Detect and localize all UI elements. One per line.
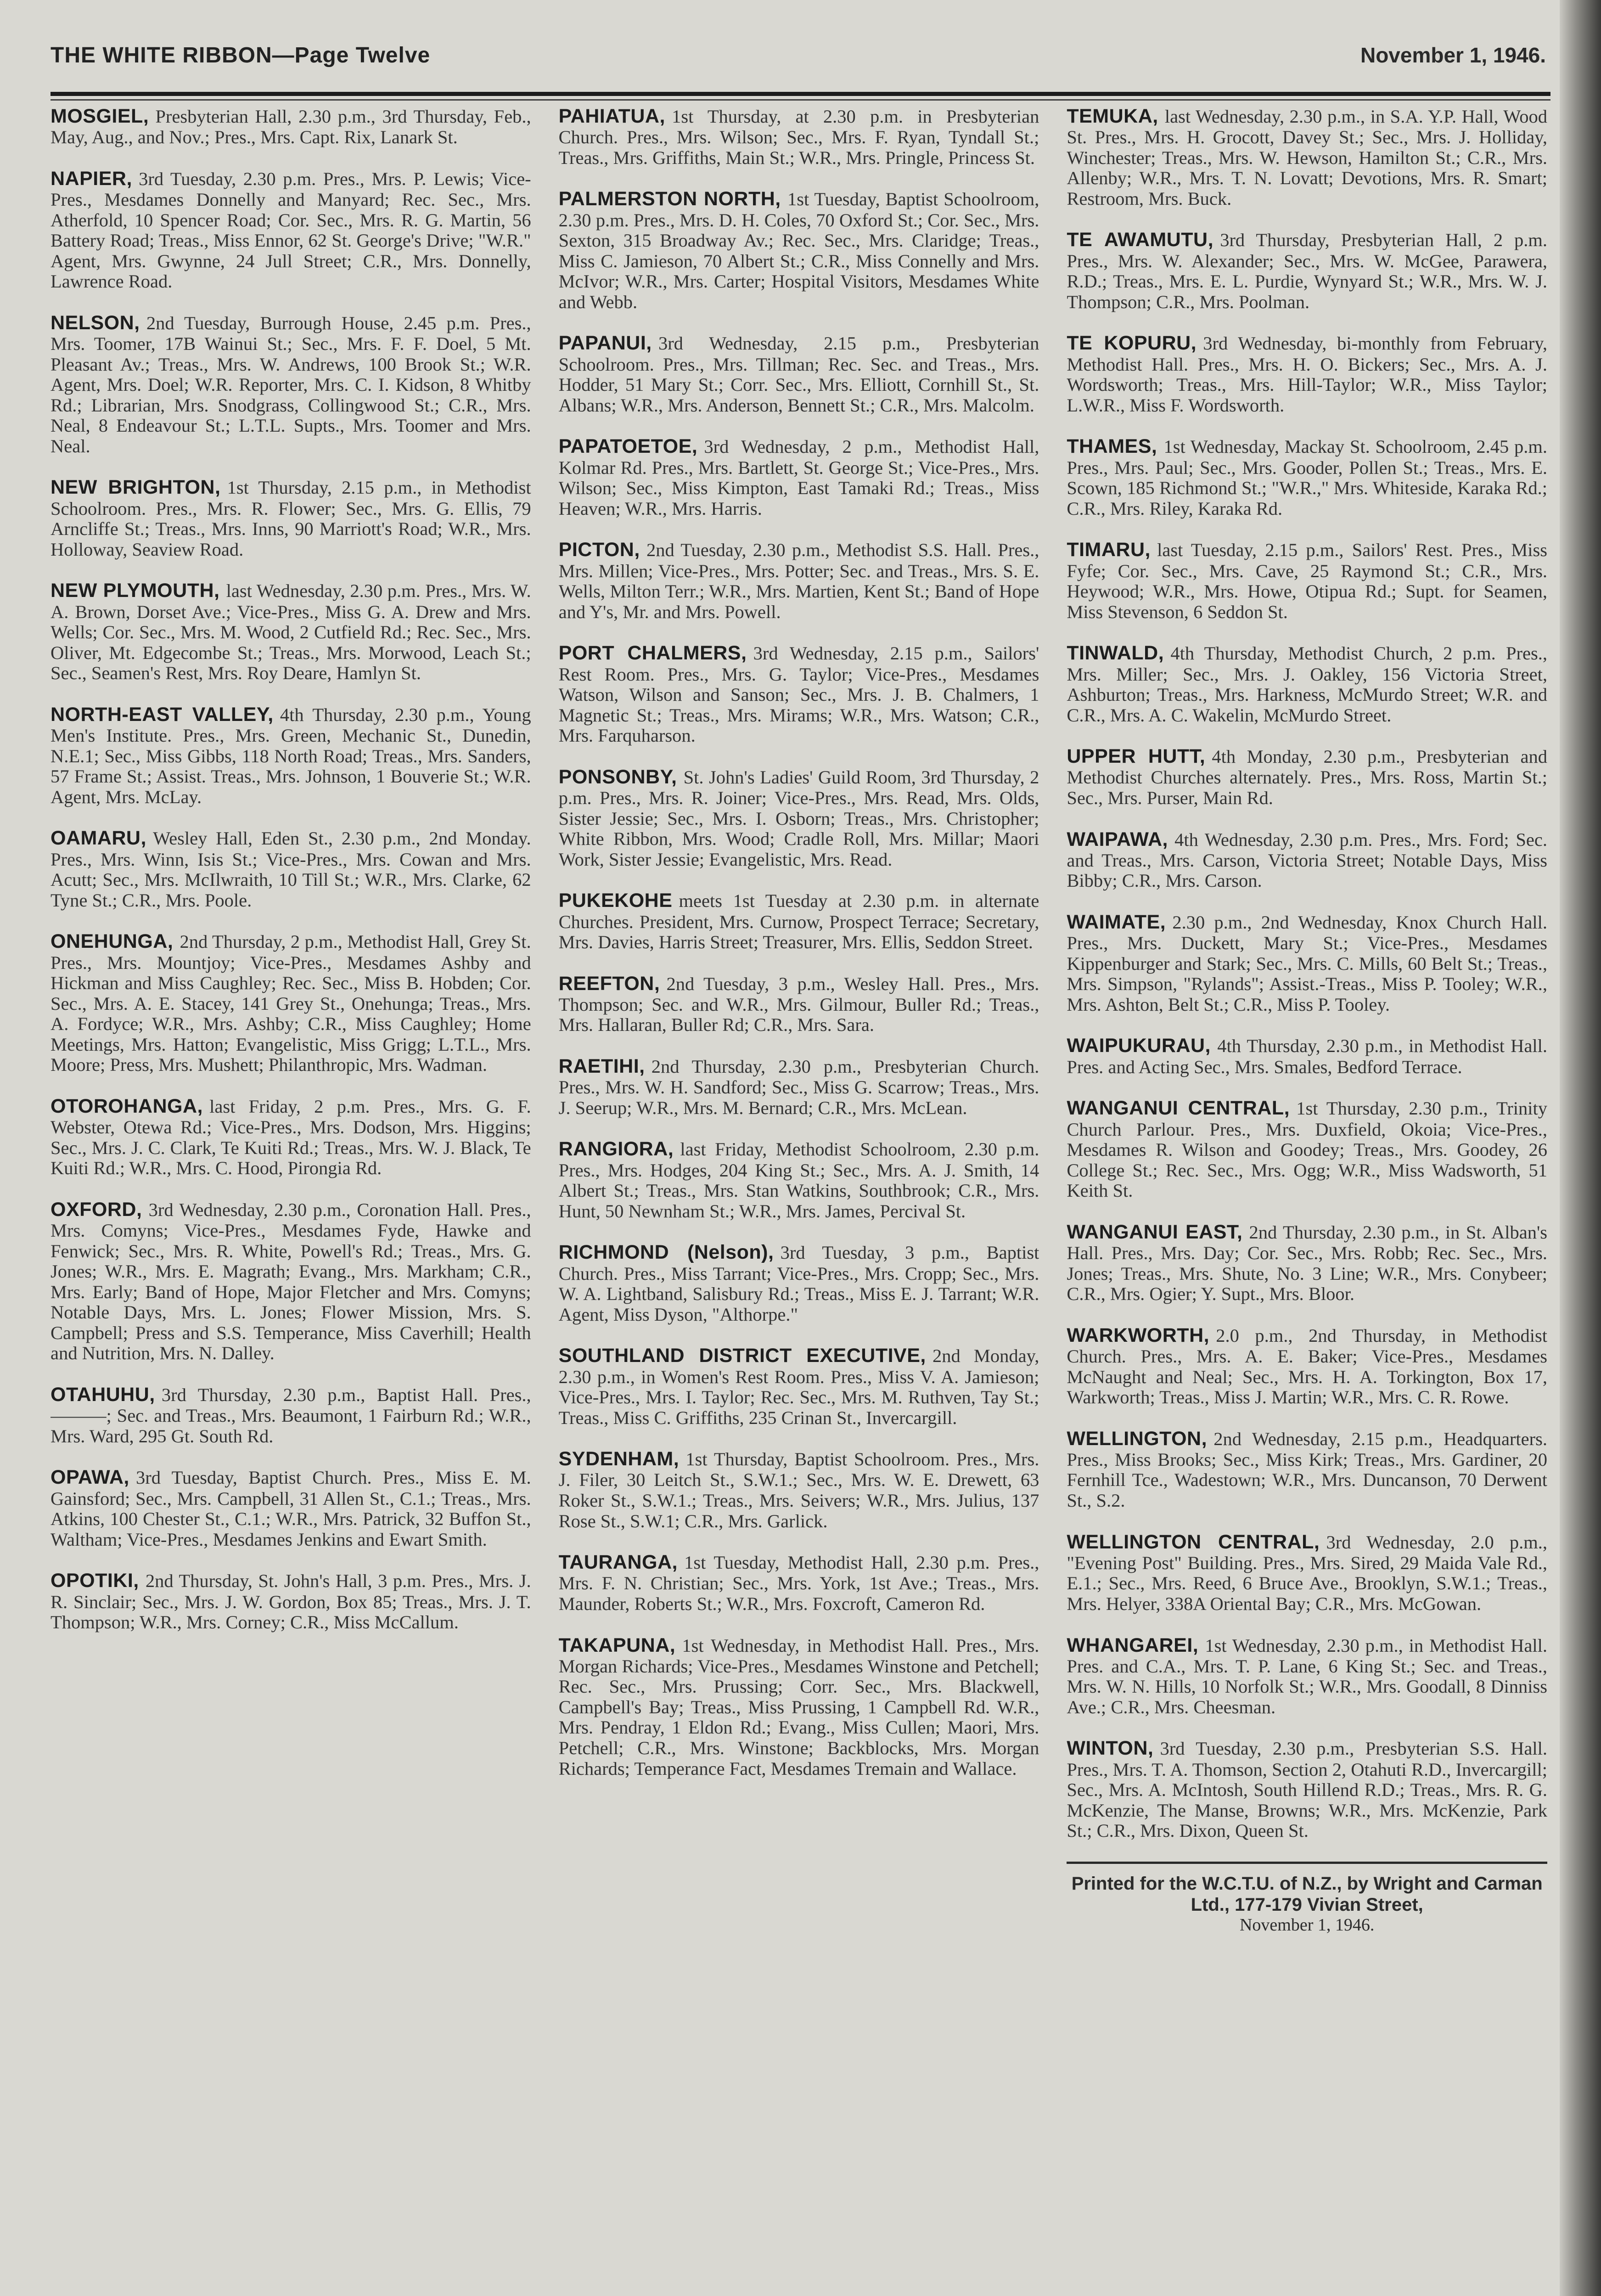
branch-details: 2.30 p.m., 2nd Wednesday, Knox Church Hall. Pres., Mrs. Duckett, Mary St.; Vice-Pres., Mesdames Kippenburger and Stark; Sec., Mrs. C. Mills, 60 Belt St.; Treas., Mrs. Simpson, "Rylands"; Assist.-Treas., Miss P. Tooley; W.R., Mrs. Ashton, Belt St.; C.R., Miss P. Tooley. [1067, 912, 1548, 1015]
branch-name: PALMERSTON NORTH, [558, 188, 781, 210]
printer-imprint [1067, 1862, 1547, 1936]
branch-entry [559, 1138, 1039, 1221]
branch-name: RAETIHI, [558, 1055, 645, 1077]
branch-name: NEW BRIGHTON, [51, 476, 221, 499]
branch-entry [559, 1345, 1039, 1428]
branch-details: last Wednesday, 2.30 p.m. Pres., Mrs. W. A. Brown, Dorset Ave.; Vice-Pres., Miss G. A. Drew and Mrs. Wells; Cor. Sec., Mrs. M. Wood, 2 Cutfield Rd.; Rec. Sec., Mrs. Oliver, Mt. Edgecombe St.; Treas., Mrs. Morwood, Leach St.; Sec., Seamen's Rest, Mrs. Roy Deare, Hamlyn St. [51, 580, 531, 684]
branch-details: 2nd Thursday, 2.30 p.m., in St. Alban's Hall. Pres., Mrs. Day; Cor. Sec., Mrs. Robb; Rec. Sec., Mrs. Jones; Treas., Mrs. Shute, No. 3 Line; W.R., Mrs. Conybeer; C.R., Mrs. Ogier; Y. Supt., Mrs. Bloor. [1067, 1221, 1548, 1305]
branch-details: 3rd Tuesday, 2.30 p.m., Presbyterian S.S. Hall. Pres., Mrs. T. A. Thomson, Section 2, Otahuti R.D., Invercargill; Sec., Mrs. A. McIntosh, South Hillend R.D.; Treas., Mrs. R. G. McKenzie, The Manse, Browns; W.R., Mrs. McKenzie, Park St.; C.R., Mrs. Dixon, Queen St. [1067, 1738, 1548, 1841]
branch-entry [1067, 1428, 1547, 1511]
branch-entry [51, 1384, 531, 1446]
page-header-date: November 1, 1946. [1360, 43, 1546, 67]
branch-details: 2nd Tuesday, 2.30 p.m., Methodist S.S. Hall. Pres., Mrs. Millen; Vice-Pres., Mrs. Potter; Sec. and Treas., Mrs. S. E. Wells, Milton Terr.; W.R., Mrs. Martien, Kent St.; Band of Hope and Y's, Mr. and Mrs. Powell. [558, 540, 1039, 622]
branch-details: 4th Wednesday, 2.30 p.m. Pres., Mrs. Ford; Sec. and Treas., Mrs. Carson, Victoria Street; Notable Days, Miss Bibby; C.R., Mrs. Carson. [1067, 829, 1548, 891]
branch-name: UPPER HUTT, [1067, 745, 1206, 768]
branch-name: TE KOPURU, [1067, 332, 1197, 355]
column-2 [559, 106, 1039, 2296]
imprint-date: November 1, 1946. [1239, 1915, 1375, 1935]
branch-name: PUKEKOHE [558, 889, 673, 912]
branch-entry [1067, 829, 1547, 891]
branch-entry [559, 188, 1039, 312]
branch-entry [559, 642, 1039, 746]
branch-entry [1067, 1035, 1547, 1077]
branch-details: meets 1st Tuesday at 2.30 p.m. in alternate Churches. President, Mrs. Curnow, Prospect Terrace; Secretary, Mrs. Davies, Harris Street; Treasurer, Mrs. Ellis, Seddon Street. [558, 890, 1039, 953]
branch-name: TAKAPUNA, [558, 1634, 676, 1656]
branch-entry [1067, 1221, 1547, 1305]
branch-entry [1067, 229, 1547, 312]
branch-name: SOUTHLAND DISTRICT EXECUTIVE, [558, 1345, 926, 1367]
branch-details: last Friday, 2 p.m. Pres., Mrs. G. F. Webster, Otewa Rd.; Vice-Pres., Mrs. Dodson, Mrs. Higgins; Sec., Mrs. J. C. Clark, Te Kuiti Rd.; Treas., Mrs. W. J. Black, Te Kuiti Rd.; W.R., Mrs. C. Hood, Pirongia Rd. [51, 1096, 531, 1179]
branch-entry [1067, 539, 1547, 622]
branch-details: 3rd Tuesday, 2.30 p.m. Pres., Mrs. P. Lewis; Vice-Pres., Mesdames Donnelly and Manyard; Rec. Sec., Mrs. Atherfold, 10 Spencer Road; Cor. Sec., Mrs. R. G. Martin, 56 Battery Road; Treas., Miss Ennor, 62 St. George's Drive; "W.R." Agent, Mrs. Gwynne, 24 Jull Street; C.R., Mrs. Donnelly, Lawrence Road. [51, 168, 531, 292]
branch-name: TE AWAMUTU, [1067, 229, 1214, 251]
branch-entry [1067, 436, 1547, 519]
branch-name: OPOTIKI, [51, 1570, 139, 1592]
branch-name: TAURANGA, [558, 1551, 678, 1574]
branch-name: SYDENHAM, [558, 1448, 680, 1470]
branch-details: 1st Thursday, at 2.30 p.m. in Presbyterian Church. Pres., Mrs. Wilson; Sec., Mrs. F. Ryan, Tyndall St.; Treas., Mrs. Griffiths, Main St.; W.R., Mrs. Pringle, Princess St. [558, 106, 1039, 168]
branch-name: TINWALD, [1067, 642, 1164, 664]
branch-name: OXFORD, [51, 1198, 142, 1221]
branch-entry [1067, 642, 1547, 726]
branch-details: 1st Tuesday, Baptist Schoolroom, 2.30 p.m. Pres., Mrs. D. H. Coles, 70 Oxford St.; Cor. Sec., Mrs. Sexton, 315 Broadway Av.; Rec. Sec., Mrs. Claridge; Treas., Miss C. Jamieson, 70 Albert St.; C.R., Miss Connelly and Mrs. McIvor; W.R., Mrs. Carter; Hospital Visitors, Mesdames White and Webb. [558, 189, 1039, 312]
branch-details: 3rd Thursday, Presbyterian Hall, 2 p.m. Pres., Mrs. W. Alexander; Sec., Mrs. W. McGee, Parawera, R.D.; Treas., Mrs. E. L. Purdie, Wynyard St.; W.R., Mrs. W. J. Thompson; C.R., Mrs. Poolman. [1067, 230, 1548, 312]
branch-name: TIMARU, [1067, 539, 1151, 561]
branch-details: 2nd Thursday, 2.30 p.m., Presbyterian Church. Pres., Mrs. W. H. Sandford; Sec., Miss G. Scarrow; Treas., Mrs. J. Seerup; W.R., Mrs. M. Bernard; C.R., Mrs. McLean. [558, 1056, 1039, 1118]
branch-name: MOSGIEL, [51, 106, 149, 127]
branch-name: WANGANUI EAST, [1067, 1221, 1243, 1243]
branch-details: 2nd Thursday, St. John's Hall, 3 p.m. Pres., Mrs. J. R. Sinclair; Sec., Mrs. J. W. Gordon, Box 85; Treas., Mrs. J. T. Thompson; W.R., Mrs. Corney; C.R., Miss McCallum. [51, 1570, 531, 1633]
branch-entry [1067, 1738, 1547, 1841]
page-header-title: THE WHITE RIBBON—Page Twelve [51, 43, 431, 68]
branch-entry [559, 890, 1039, 952]
branch-details: 1st Thursday, 2.30 p.m., Trinity Church Parlour. Pres., Mrs. Duxfield, Okoia; Vice-Pres., Mesdames R. Wilson and Goodey; Treas., Mrs. Goodey, 26 College St.; Rec. Sec., Mrs. Ogg; W.R., Miss Wadsworth, 51 Keith St. [1067, 1098, 1548, 1201]
branch-details: 4th Thursday, 2.30 p.m., Young Men's Institute. Pres., Mrs. Green, Mechanic St., Dunedin, N.E.1; Sec., Miss Gibbs, 118 North Road; Treas., Mrs. Sanders, 57 Frame St.; Assist. Treas., Mrs. Johnson, 1 Bouverie St.; W.R. Agent, Mrs. McLay. [51, 704, 531, 807]
branch-name: ONEHUNGA, [51, 930, 174, 953]
branch-entry [1067, 1531, 1547, 1615]
branch-entry [51, 106, 531, 148]
branch-entry [559, 766, 1039, 870]
branch-entry [51, 704, 531, 807]
branch-name: PAHIATUA, [558, 106, 665, 127]
branch-entry [51, 1467, 531, 1550]
branch-name: WANGANUI CENTRAL, [1067, 1097, 1290, 1120]
branch-name: PAPANUI, [558, 332, 652, 355]
header-rule-thick [51, 92, 1550, 96]
branch-name: WINTON, [1067, 1737, 1154, 1760]
branch-name: NAPIER, [51, 167, 132, 190]
branch-name: WARKWORTH, [1067, 1324, 1210, 1346]
branch-entry [559, 973, 1039, 1035]
branch-name: NELSON, [51, 311, 140, 334]
branch-entry [559, 539, 1039, 622]
branch-details: 3rd Wednesday, 2.0 p.m., "Evening Post" Building. Pres., Mrs. Sired, 29 Maida Vale Rd., E.1.; Sec., Mrs. Reed, 6 Bruce Ave., Brooklyn, S.W.1.; Treas., Mrs. Helyer, 338A Oriental Bay; C.R., Mrs. McGowan. [1067, 1531, 1548, 1614]
branch-entry [51, 580, 531, 683]
branch-entry [559, 436, 1039, 519]
header-rule-thin [51, 99, 1550, 101]
branch-name: RANGIORA, [558, 1138, 674, 1160]
branch-name: NORTH-EAST VALLEY, [51, 703, 274, 726]
branch-details: Presbyterian Hall, 2.30 p.m., 3rd Thursday, Feb., May, Aug., and Nov.; Pres., Mrs. Capt. Rix, Lanark St. [51, 106, 531, 148]
branch-name: NEW PLYMOUTH, [51, 580, 220, 602]
branch-details: 3rd Wednesday, 2 p.m., Methodist Hall, Kolmar Rd. Pres., Mrs. Bartlett, St. George St.; Vice-Pres., Mrs. Wilson; Sec., Miss Kimpton, East Tamaki Rd.; Treas., Miss Heaven; W.R., Mrs. Harris. [558, 436, 1039, 519]
branch-name: OAMARU, [51, 827, 146, 850]
branch-details: St. John's Ladies' Guild Room, 3rd Thursday, 2 p.m. Pres., Mrs. R. Joiner; Vice-Pres., Mrs. Read, Mrs. Olds, Sister Jessie; Sec., Mrs. I. Osborn; Treas., Mrs. Christopher; White Ribbon, Mrs. Wood; Cradle Roll, Mrs. Millar; Maori Work, Sister Jessie; Evangelistic, Mrs. Read. [558, 766, 1039, 870]
branch-details: 4th Monday, 2.30 p.m., Presbyterian and Methodist Churches alternately. Pres., Mrs. Ross, Martin St.; Sec., Mrs. Purser, Main Rd. [1067, 746, 1548, 809]
branch-name: OPAWA, [51, 1466, 129, 1489]
branch-details: 3rd Wednesday, 2.15 p.m., Presbyterian Schoolroom. Pres., Mrs. Tillman; Rec. Sec. and Treas., Mrs. Hodder, 51 Mary St.; Corr. Sec., Mrs. Elliott, Cornhill St., St. Albans; W.R., Mrs. Anderson, Bennett St.; C.R., Mrs. Malcolm. [558, 333, 1039, 416]
branch-details: 1st Wednesday, 2.30 p.m., in Methodist Hall. Pres. and C.A., Mrs. T. P. Lane, 6 King St.; Sec. and Treas., Mrs. W. N. Hills, 10 Norfolk St.; W.R., Mrs. Goodall, 8 Dinniss Ave.; C.R., Mrs. Cheesman. [1067, 1635, 1548, 1717]
branch-name: WAIPUKURAU, [1067, 1035, 1211, 1057]
branch-entry [51, 1570, 531, 1632]
branch-entry [559, 106, 1039, 168]
branch-name: OTAHUHU, [51, 1383, 155, 1406]
branch-entry [1067, 1097, 1547, 1201]
branch-entry [559, 1448, 1039, 1531]
branch-name: PAPATOETOE, [558, 435, 698, 458]
branch-entry [559, 332, 1039, 416]
branch-name: WELLINGTON CENTRAL, [1067, 1531, 1320, 1553]
branch-entry [1067, 746, 1547, 808]
branch-name: PONSONBY, [558, 765, 677, 788]
branch-details: 2nd Wednesday, 2.15 p.m., Headquarters. Pres., Miss Brooks; Sec., Miss Kirk; Treas., Mrs. Gardiner, 20 Fernhill Tce., Wadestown; W.R., Mrs. Duncanson, 70 Derwent St., S.2. [1067, 1428, 1548, 1511]
branch-details: last Tuesday, 2.15 p.m., Sailors' Rest. Pres., Miss Fyfe; Cor. Sec., Mrs. Cave, 25 Raymond St.; C.R., Mrs. Heywood; W.R., Mrs. Howe, Otipua Rd.; Supt. for Seamen, Miss Stevenson, 6 Seddon St. [1067, 540, 1548, 622]
branch-details: 3rd Thursday, 2.30 p.m., Baptist Hall. Pres., ———; Sec. and Treas., Mrs. Beaumont, 1 Fairburn Rd.; W.R., Mrs. Ward, 295 Gt. South Rd. [51, 1384, 531, 1446]
branch-entry [559, 1242, 1039, 1325]
branch-details: 4th Thursday, 2.30 p.m., in Methodist Hall. Pres. and Acting Sec., Mrs. Smales, Bedford Terrace. [1067, 1035, 1548, 1077]
branch-details: 1st Thursday, 2.15 p.m., in Methodist Schoolroom. Pres., Mrs. R. Flower; Sec., Mrs. G. Ellis, 79 Arncliffe St.; Treas., Mrs. Inns, 90 Marriott's Road; W.R., Mrs. Holloway, Seaview Road. [51, 477, 531, 560]
branch-entry [51, 477, 531, 560]
branch-entry [51, 168, 531, 292]
branch-details: 1st Wednesday, Mackay St. Schoolroom, 2.45 p.m. Pres., Mrs. Paul; Sec., Mrs. Gooder, Pollen St.; Treas., Mrs. E. Scown, 185 Richmond St.; "W.R.," Mrs. Whiteside, Karaka Rd.; C.R., Mrs. Riley, Karaka Rd. [1067, 436, 1548, 519]
branch-entry [51, 312, 531, 457]
branch-details: last Wednesday, 2.30 p.m., in S.A. Y.P. Hall, Wood St. Pres., Mrs. H. Grocott, Davey St.; Sec., Mrs. J. Holliday, Winchester; Treas., Mrs. W. Hewson, Hamilton St.; C.R., Mrs. Allenby; W.R., Mrs. T. N. Lovatt; Devotions, Mrs. R. Smart; Restroom, Mrs. Buck. [1067, 106, 1548, 209]
imprint-text: Printed for the W.C.T.U. of N.Z., by Wright and Carman Ltd., 177-179 Vivian Street, [1071, 1873, 1543, 1915]
branch-name: PORT CHALMERS, [558, 642, 747, 664]
branch-name: WELLINGTON, [1067, 1427, 1208, 1450]
branch-entry [51, 931, 531, 1075]
branch-details: 2nd Thursday, 2 p.m., Methodist Hall, Grey St. Pres., Mrs. Mountjoy; Vice-Pres., Mesdames Ashby and Hickman and Miss Caughley; Rec. Sec., Miss B. Hobden; Cor. Sec., Mrs. A. E. Stacey, 141 Grey St., Onehunga; Treas., Mrs. A. Fordyce; W.R., Mrs. Ashby; C.R., Miss Caughley; Home Meetings, Mrs. Hatton; Evangelistic, Miss Grigg; L.T.L., Mrs. Moore; Press, Mrs. Mushett; Philanthropic, Mrs. Wadman. [51, 931, 531, 1075]
branch-details: 3rd Wednesday, 2.30 p.m., Coronation Hall. Pres., Mrs. Comyns; Vice-Pres., Mesdames Fyde, Hawke and Fenwick; Sec., Mrs. R. White, Powell's Rd.; Treas., Mrs. G. Jones; W.R., Mrs. E. Magrath; Evang., Mrs. Markham; C.R., Mrs. Early; Band of Hope, Major Fletcher and Mrs. Comyns; Notable Days, Mrs. L. Jones; Flower Mission, Mrs. S. Campbell; Press and S.S. Temperance, Miss Caverhill; Health and Nutrition, Mrs. N. Dalley. [51, 1199, 531, 1364]
branch-name: REEFTON, [558, 972, 660, 995]
branch-details: last Friday, Methodist Schoolroom, 2.30 p.m. Pres., Mrs. Hodges, 204 King St.; Sec., Mrs. A. J. Smith, 14 Albert St.; Treas., Mrs. Stan Watkins, Southbrook; C.R., Mrs. Hunt, 50 Newnham St.; W.R., Mrs. James, Percival St. [558, 1139, 1039, 1221]
branch-name: PICTON, [558, 539, 640, 561]
branch-details: 2nd Tuesday, Burrough House, 2.45 p.m. Pres., Mrs. Toomer, 17B Wainui St.; Sec., Mrs. F. F. Doel, 5 Mt. Pleasant Av.; Treas., Mrs. W. Andrews, 100 Brook St.; W.R. Agent, Mrs. Doel; W.R. Reporter, Mrs. C. I. Kidson, 8 Whitby Rd.; Librarian, Mrs. Snodgrass, Collingwood St.; C.R., Mrs. Neal, 8 Endeavour St.; L.T.L. Supts., Mrs. Toomer and Mrs. Neal. [51, 312, 531, 456]
branch-details: 3rd Tuesday, Baptist Church. Pres., Miss E. M. Gainsford; Sec., Mrs. Campbell, 31 Allen St., C.1.; Treas., Mrs. Atkins, 100 Chester St., C.1.; W.R., Mrs. Patrick, 32 Buffon St., Waltham; Vice-Pres., Mesdames Jenkins and Ewart Smith. [51, 1467, 531, 1550]
branch-name: WAIMATE, [1067, 911, 1166, 933]
column-1 [51, 106, 531, 2296]
branch-details: 2.0 p.m., 2nd Thursday, in Methodist Church. Pres., Mrs. A. E. Baker; Vice-Pres., Mesdames McNaught and Neal; Sec., Mrs. H. A. Torkington, Box 17, Warkworth; Treas., Miss J. Martin; W.R., Mrs. C. R. Rowe. [1067, 1325, 1548, 1408]
branch-details: 1st Thursday, Baptist Schoolroom. Pres., Mrs. J. Filer, 30 Leitch St., S.W.1.; Sec., Mrs. W. E. Drewett, 63 Roker St., S.W.1.; Treas., Mrs. Seivers; W.R., Mrs. Julius, 137 Rose St., S.W.1; C.R., Mrs. Garlick. [558, 1449, 1039, 1531]
branch-details: 3rd Tuesday, 3 p.m., Baptist Church. Pres., Miss Tarrant; Vice-Pres., Mrs. Cropp; Sec., Mrs. W. A. Lightband, Salisbury Rd.; Treas., Miss E. J. Tarrant; W.R. Agent, Miss Dyson, "Althorpe." [558, 1242, 1039, 1325]
branch-details: 4th Thursday, Methodist Church, 2 p.m. Pres., Mrs. Miller; Sec., Mrs. J. Oakley, 156 Victoria Street, Ashburton; Treas., Mrs. Harkness, McMurdo Street; W.R. and C.R., Mrs. A. C. Wakelin, McMurdo Street. [1067, 643, 1548, 726]
branch-entry [559, 1552, 1039, 1614]
branch-details: 3rd Wednesday, 2.15 p.m., Sailors' Rest Room. Pres., Mrs. G. Taylor; Vice-Pres., Mesdames Watson, Wilson and Sanson; Sec., Mrs. J. B. Chalmers, 1 Magnetic St.; Treas., Mrs. Mirams; W.R., Mrs. Watson; C.R., Mrs. Farquharson. [558, 643, 1039, 746]
directory-columns [51, 106, 1547, 2296]
branch-details: 1st Tuesday, Methodist Hall, 2.30 p.m. Pres., Mrs. F. N. Christian; Sec., Mrs. York, 1st Ave.; Treas., Mrs. Maunder, Roberts St.; W.R., Mrs. Foxcroft, Cameron Rd. [558, 1552, 1039, 1614]
branch-entry [1067, 106, 1547, 209]
branch-entry [1067, 332, 1547, 416]
branch-details: 1st Wednesday, in Methodist Hall. Pres., Mrs. Morgan Richards; Vice-Pres., Mesdames Winstone and Petchell; Rec. Sec., Mrs. Prussing; Corr. Sec., Mrs. Blackwell, Campbell's Bay; Treas., Miss Prussing, 1 Campbell Rd. W.R., Mrs. Pendray, 1 Eldon Rd.; Evang., Miss Cullen; Maori, Mrs. Petchell; C.R., Mrs. Winstone; Backblocks, Mrs. Morgan Richards; Temperance Fact, Mesdames Tremain and Wallace. [558, 1635, 1039, 1779]
branch-name: WHANGAREI, [1067, 1634, 1199, 1656]
branch-name: RICHMOND (Nelson), [558, 1241, 774, 1264]
branch-details: 2nd Monday, 2.30 p.m., in Women's Rest Room. Pres., Miss V. A. Jamieson; Vice-Pres., Mrs. I. Taylor; Rec. Sec., Mrs. M. Ruthven, Tay St.; Treas., Miss C. Griffiths, 235 Crinan St., Invercargill. [558, 1345, 1039, 1428]
branch-name: THAMES, [1067, 435, 1157, 458]
branch-name: WAIPAWA, [1067, 828, 1168, 850]
branch-entry [51, 827, 531, 911]
page-edge-shadow [1560, 0, 1601, 2296]
branch-entry [1067, 1325, 1547, 1408]
branch-entry [51, 1096, 531, 1179]
branch-entry [559, 1056, 1039, 1118]
branch-name: OTOROHANGA, [51, 1095, 203, 1117]
column-3 [1067, 106, 1547, 2296]
branch-details: Wesley Hall, Eden St., 2.30 p.m., 2nd Monday. Pres., Mrs. Winn, Isis St.; Vice-Pres., Mrs. Cowan and Mrs. Acutt; Sec., Mrs. McIlwraith, 10 Till St.; W.R., Mrs. Clarke, 62 Tyne St.; C.R., Mrs. Poole. [51, 828, 531, 911]
branch-entry [51, 1199, 531, 1364]
masthead [51, 28, 1546, 83]
branch-entry [1067, 912, 1547, 1015]
branch-name: TEMUKA, [1067, 106, 1158, 127]
branch-details: 2nd Tuesday, 3 p.m., Wesley Hall. Pres., Mrs. Thompson; Sec. and W.R., Mrs. Gilmour, Buller Rd.; Treas., Mrs. Hallaran, Buller Rd; C.R., Mrs. Sara. [558, 973, 1039, 1035]
branch-entry [559, 1635, 1039, 1779]
branch-details: 3rd Wednesday, bi-monthly from February, Methodist Hall. Pres., Mrs. H. O. Bickers; Sec., Mrs. A. J. Wordsworth; Treas., Mrs. Hill-Taylor; W.R., Miss Taylor; L.W.R., Miss F. Wordsworth. [1067, 333, 1548, 416]
branch-entry [1067, 1635, 1547, 1718]
